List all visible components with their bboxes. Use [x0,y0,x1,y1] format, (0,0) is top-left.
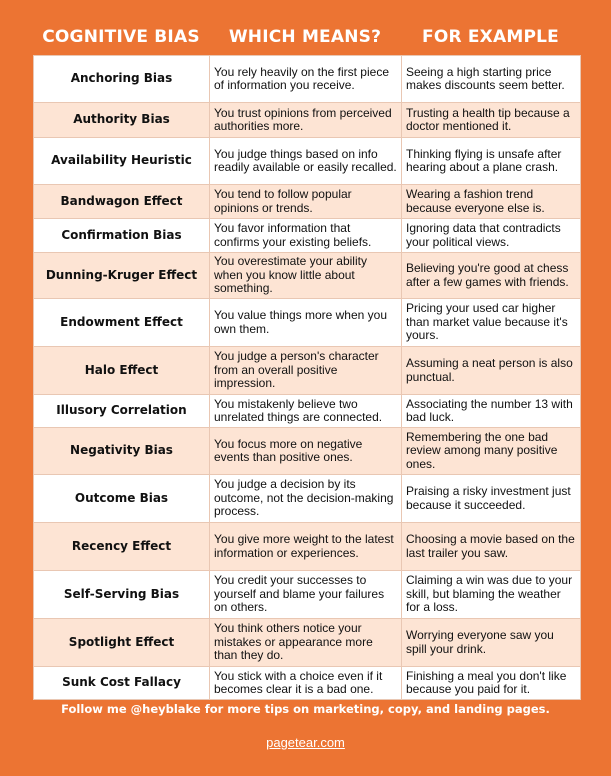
table-row [34,667,581,700]
bias-meaning-cell: You judge things based on info readily available or easily recalled. [210,138,402,185]
bias-name-cell: Recency Effect [34,523,210,571]
bias-name-cell: Bandwagon Effect [34,185,210,219]
bias-meaning-cell: You tend to follow popular opinions or trends. [210,185,402,219]
bias-meaning-cell: You overestimate your ability when you know little about something. [210,253,402,299]
bias-meaning-cell: You mistakenly believe two unrelated things are connected. [210,395,402,428]
bias-example-cell: Remembering the one bad review among many positive ones. [402,428,581,475]
bias-name-cell: Illusory Correlation [34,395,210,428]
bias-example-cell: Praising a risky investment just because it succeeded. [402,475,581,523]
bias-example-cell: Worrying everyone saw you spill your drink. [402,619,581,667]
column-headers [0,22,611,52]
bias-example-cell: Pricing your used car higher than market value because it's yours. [402,299,581,347]
table-row [34,475,581,523]
table-row [34,219,581,253]
footer-text: Follow me @heyblake for more tips on marketing, copy, and landing pages. [61,702,550,716]
bias-example-cell: Associating the number 13 with bad luck. [402,395,581,428]
bias-name-cell: Negativity Bias [34,428,210,475]
bias-example-cell: Believing you're good at chess after a few games with friends. [402,253,581,299]
bias-example-cell: Trusting a health tip because a doctor mentioned it. [402,103,581,138]
footer-link[interactable]: pagetear.com [266,735,345,750]
header-which-means: WHICH MEANS? [228,27,382,47]
bias-example-cell: Wearing a fashion trend because everyone else is. [402,185,581,219]
bias-meaning-cell: You judge a person's character from an overall positive impression. [210,347,402,395]
bias-meaning-cell: You rely heavily on the first piece of information you receive. [210,56,402,103]
table-row [34,395,581,428]
bias-name-cell: Authority Bias [34,103,210,138]
bias-example-cell: Assuming a neat person is also punctual. [402,347,581,395]
bias-meaning-cell: You value things more when you own them. [210,299,402,347]
table-row [34,571,581,619]
bias-example-cell: Claiming a win was due to your skill, but blaming the weather for a loss. [402,571,581,619]
bias-meaning-cell: You trust opinions from perceived authorities more. [210,103,402,138]
bias-name-cell: Sunk Cost Fallacy [34,667,210,700]
table-row [34,138,581,185]
bias-meaning-cell: You stick with a choice even if it becomes clear it is a bad one. [210,667,402,700]
bias-name-cell: Self-Serving Bias [34,571,210,619]
bias-example-cell: Finishing a meal you don't like because you paid for it. [402,667,581,700]
table-row [34,103,581,138]
bias-example-cell: Thinking flying is unsafe after hearing about a plane crash. [402,138,581,185]
bias-example-cell: Choosing a movie based on the last trailer you saw. [402,523,581,571]
bias-meaning-cell: You favor information that confirms your existing beliefs. [210,219,402,253]
table-row [34,299,581,347]
table-row [34,523,581,571]
bias-meaning-cell: You credit your successes to yourself and blame your failures on others. [210,571,402,619]
bias-table-body [34,56,581,700]
bias-meaning-cell: You think others notice your mistakes or appearance more than they do. [210,619,402,667]
bias-name-cell: Anchoring Bias [34,56,210,103]
bias-meaning-cell: You focus more on negative events than positive ones. [210,428,402,475]
bias-example-cell: Ignoring data that contradicts your political views. [402,219,581,253]
bias-name-cell: Outcome Bias [34,475,210,523]
table-row [34,56,581,103]
header-for-example: FOR EXAMPLE [422,27,559,47]
header-cognitive-bias: COGNITIVE BIAS [42,27,200,47]
table-row [34,619,581,667]
table-row [34,347,581,395]
table-row [34,253,581,299]
bias-name-cell: Availability Heuristic [34,138,210,185]
table-row [34,428,581,475]
bias-meaning-cell: You give more weight to the latest information or experiences. [210,523,402,571]
bias-name-cell: Dunning-Kruger Effect [34,253,210,299]
bias-name-cell: Endowment Effect [34,299,210,347]
bias-table [33,55,581,700]
bias-name-cell: Confirmation Bias [34,219,210,253]
bias-name-cell: Halo Effect [34,347,210,395]
table-row [34,185,581,219]
bias-meaning-cell: You judge a decision by its outcome, not the decision-making process. [210,475,402,523]
bias-example-cell: Seeing a high starting price makes discounts seem better. [402,56,581,103]
bias-name-cell: Spotlight Effect [34,619,210,667]
